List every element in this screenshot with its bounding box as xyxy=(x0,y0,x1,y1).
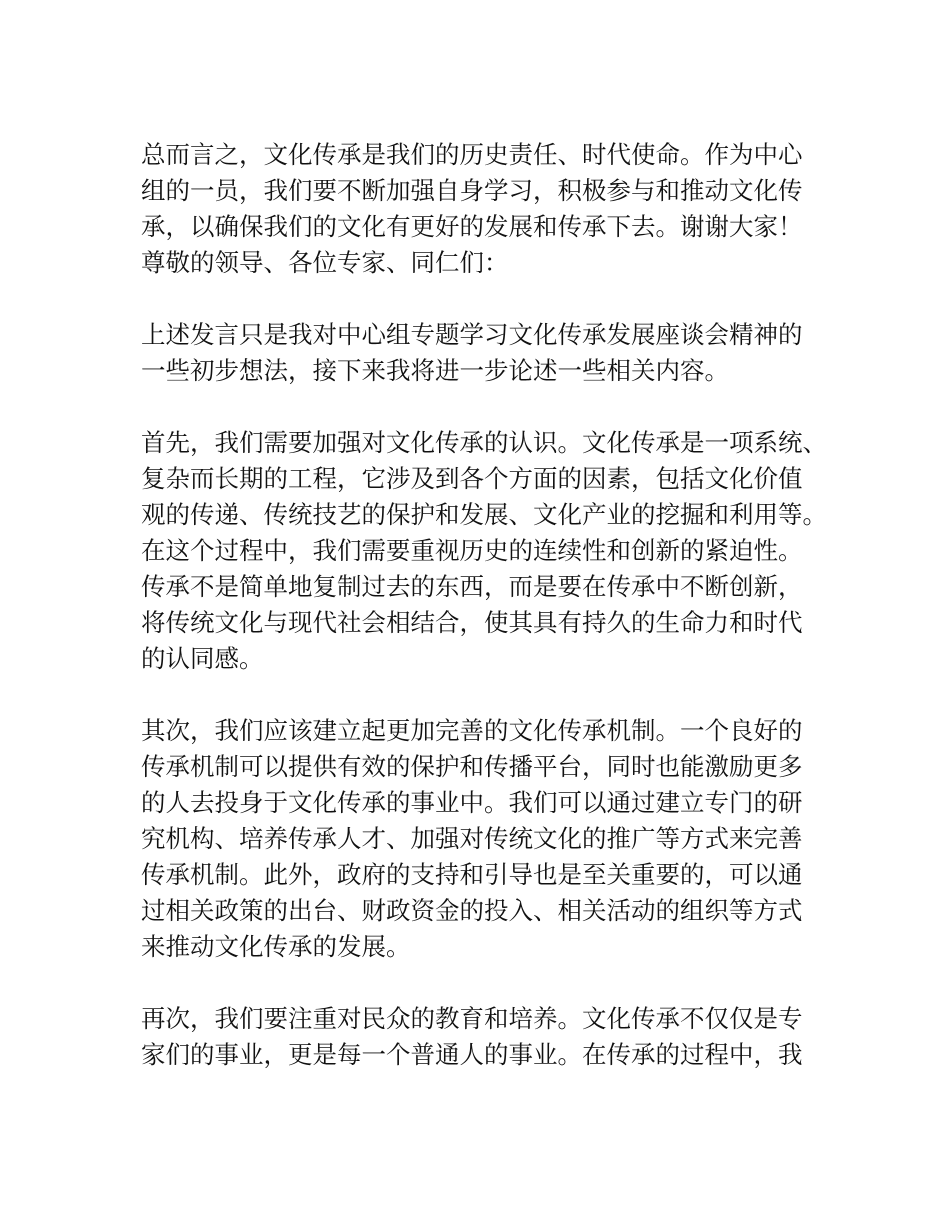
text-line: 复杂而长期的工程，它涉及到各个方面的因素，包括文化价值 xyxy=(141,464,803,493)
paragraph-second-point xyxy=(141,713,821,965)
text-line: 将传统文化与现代社会相结合，使其具有持久的生命力和时代 xyxy=(141,608,803,637)
text-line: 来推动文化传承的发展。 xyxy=(141,932,411,961)
text-line: 组的一员，我们要不断加强自身学习，积极参与和推动文化传 xyxy=(141,176,803,205)
paragraph-conclusion xyxy=(141,137,821,245)
text-line: 的人去投身于文化传承的事业中。我们可以通过建立专门的研 xyxy=(141,788,803,817)
text-line: 观的传递、传统技艺的保护和发展、文化产业的挖掘和利用等。 xyxy=(141,500,827,529)
text-line: 家们的事业，更是每一个普通人的事业。在传承的过程中，我 xyxy=(141,1040,803,1069)
text-line: 总而言之，文化传承是我们的历史责任、时代使命。作为中心 xyxy=(141,140,803,169)
text-line: 传承机制。此外，政府的支持和引导也是至关重要的，可以通 xyxy=(141,860,803,889)
text-line: 在这个过程中，我们需要重视历史的连续性和创新的紧迫性。 xyxy=(141,536,803,565)
document-page xyxy=(141,137,827,1109)
paragraph-intro xyxy=(141,317,821,389)
paragraph-third-point xyxy=(141,1001,821,1073)
text-line: 上述发言只是我对中心组专题学习文化传承发展座谈会精神的 xyxy=(141,320,803,349)
text-line: 尊敬的领导、各位专家、同仁们： xyxy=(141,248,509,277)
paragraph-salutation xyxy=(141,245,821,281)
text-line: 一些初步想法，接下来我将进一步论述一些相关内容。 xyxy=(141,356,729,385)
text-line: 的认同感。 xyxy=(141,644,264,673)
paragraph-first-point xyxy=(141,425,827,677)
text-line: 承，以确保我们的文化有更好的发展和传承下去。谢谢大家！ xyxy=(141,212,803,241)
text-line: 再次，我们要注重对民众的教育和培养。文化传承不仅仅是专 xyxy=(141,1004,803,1033)
text-line: 传承机制可以提供有效的保护和传播平台，同时也能激励更多 xyxy=(141,752,803,781)
text-line: 其次，我们应该建立起更加完善的文化传承机制。一个良好的 xyxy=(141,716,803,745)
text-line: 究机构、培养传承人才、加强对传统文化的推广等方式来完善 xyxy=(141,824,803,853)
text-line: 首先，我们需要加强对文化传承的认识。文化传承是一项系统、 xyxy=(141,428,827,457)
text-line: 过相关政策的出台、财政资金的投入、相关活动的组织等方式 xyxy=(141,896,803,925)
text-line: 传承不是简单地复制过去的东西，而是要在传承中不断创新， xyxy=(141,572,803,601)
